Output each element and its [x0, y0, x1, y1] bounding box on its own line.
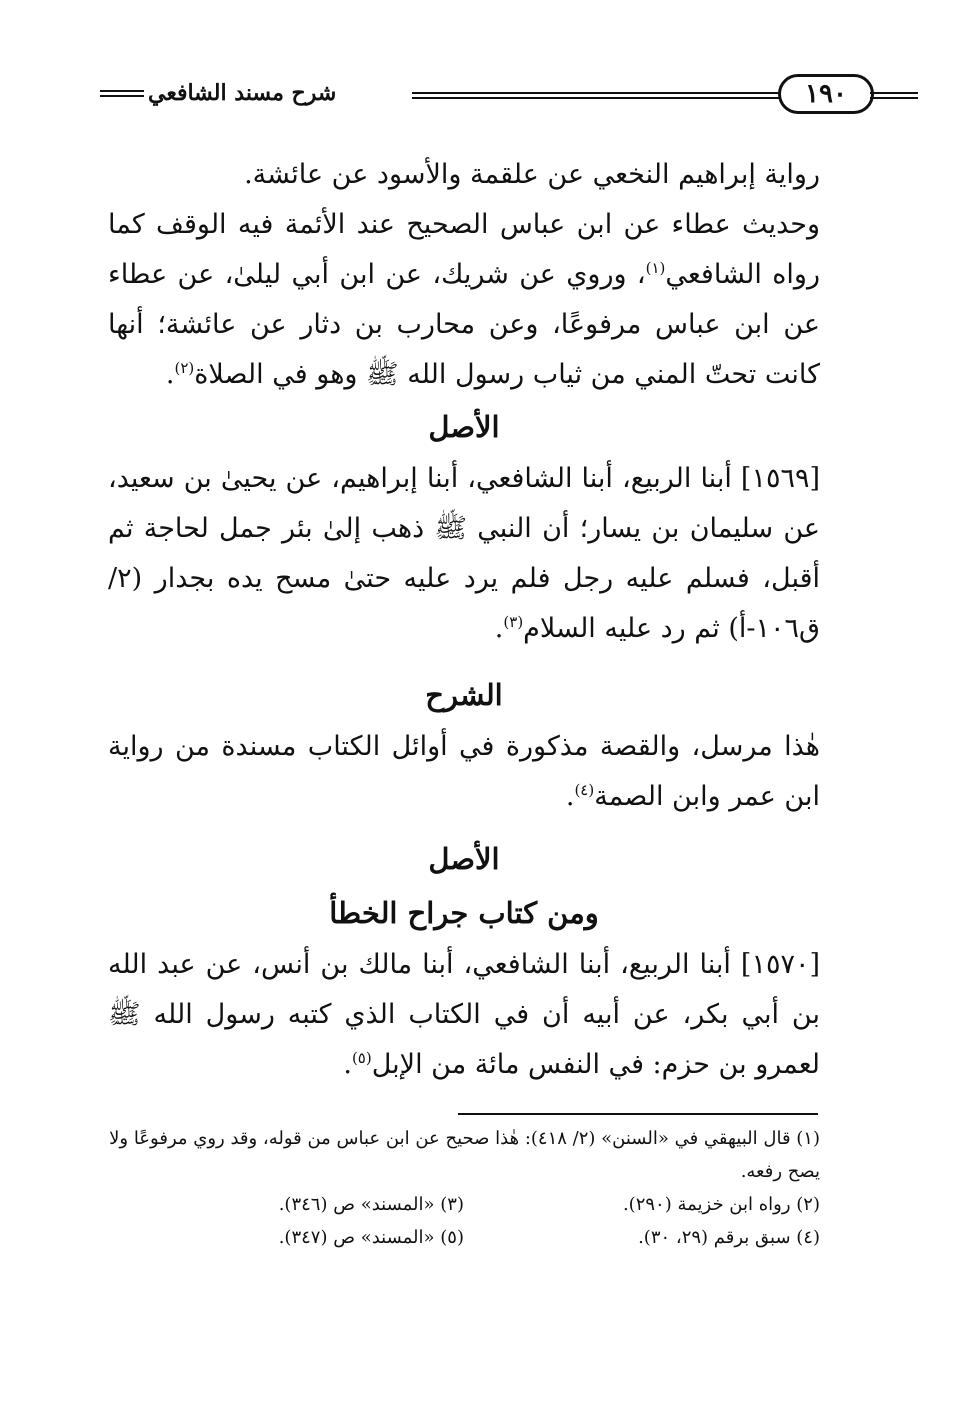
footnote-5: (٥) «المسند» ص (٣٤٧). [278, 1227, 464, 1248]
page-header [100, 74, 847, 124]
page-number: ١٩٠ [778, 74, 874, 114]
main-text [108, 150, 820, 1090]
paragraph-1: رواية إبراهيم النخعي عن علقمة والأسود عن عائشة. [244, 159, 820, 190]
footnote-row [108, 1221, 820, 1254]
footnote-ref-1: (١) [645, 259, 666, 277]
section-heading-asl: الأصل [428, 410, 500, 444]
header-rule-right [870, 92, 918, 99]
footnote-4: (٤) سبق برقم (٢٩، ٣٠). [638, 1227, 820, 1248]
footnote-ref-5: (٥) [351, 1049, 372, 1067]
footnote-1: (١) قال البيهقي في «السنن» (٢/ ٤١٨): هٰذا صحيح عن ابن عباس من قوله، وقد روي مرفوعًا ولا يصح رفعه. [109, 1128, 820, 1182]
footnote-ref-4: (٤) [574, 781, 595, 799]
footnote-ref-3: (٣) [503, 613, 524, 631]
chapter-heading: ومن كتاب جراح الخطأ [329, 896, 599, 930]
footnote-2: (٢) رواه ابن خزيمة (٢٩٠). [622, 1194, 820, 1215]
title-ornament-rule [100, 90, 144, 97]
footnote-separator [458, 1113, 818, 1115]
hadith-1570: [١٥٧٠] أبنا الربيع، أبنا الشافعي، أبنا مالك بن أنس، عن عبد الله بن أبي بكر، عن أبيه أن في الكتاب الذي كتبه رسول الله ﷺ لعمرو بن حزم: في النفس مائة من الإبل$^{(٥)}$. [108, 949, 820, 1080]
running-title-text: شرح مسند الشافعي [148, 80, 337, 106]
sharh-paragraph: هٰذا مرسل، والقصة مذكورة في أوائل الكتاب مسندة من رواية ابن عمر وابن الصمة$^{(٤)}$. [108, 731, 820, 812]
footnote-row [108, 1188, 820, 1221]
footnotes [108, 1122, 820, 1254]
header-rule [412, 92, 780, 99]
running-title [100, 80, 336, 106]
section-heading-asl-2: الأصل [428, 842, 500, 876]
footnote-3: (٣) «المسند» ص (٣٤٦). [278, 1194, 464, 1215]
footnote-ref-2: (٢) [174, 359, 195, 377]
paragraph-2: وحديث عطاء عن ابن عباس الصحيح عند الأئمة فيه الوقف كما رواه الشافعي$^{(١)}$، وروي عن شريك، عن ابن أبي ليلىٰ، عن عطاء عن ابن عباس مرفوعًا، وعن محارب بن دثار عن عائشة؛ أنها كانت تحتّ المني من ثياب رسول الله ﷺ وهو في الصلاة$^{(٢)}$. [108, 209, 820, 390]
hadith-1569: [١٥٦٩] أبنا الربيع، أبنا الشافعي، أبنا إبراهيم، عن يحيىٰ بن سعيد، عن سليمان بن يسار؛ أن النبي ﷺ ذهب إلىٰ بئر جمل لحاجة ثم أقبل، فسلم عليه رجل فلم يرد عليه حتىٰ مسح يده بجدار (٢/ق١٠٦-أ) ثم رد عليه السلام$^{(٣)}$. [108, 463, 820, 644]
section-heading-sharh: الشرح [425, 678, 503, 712]
